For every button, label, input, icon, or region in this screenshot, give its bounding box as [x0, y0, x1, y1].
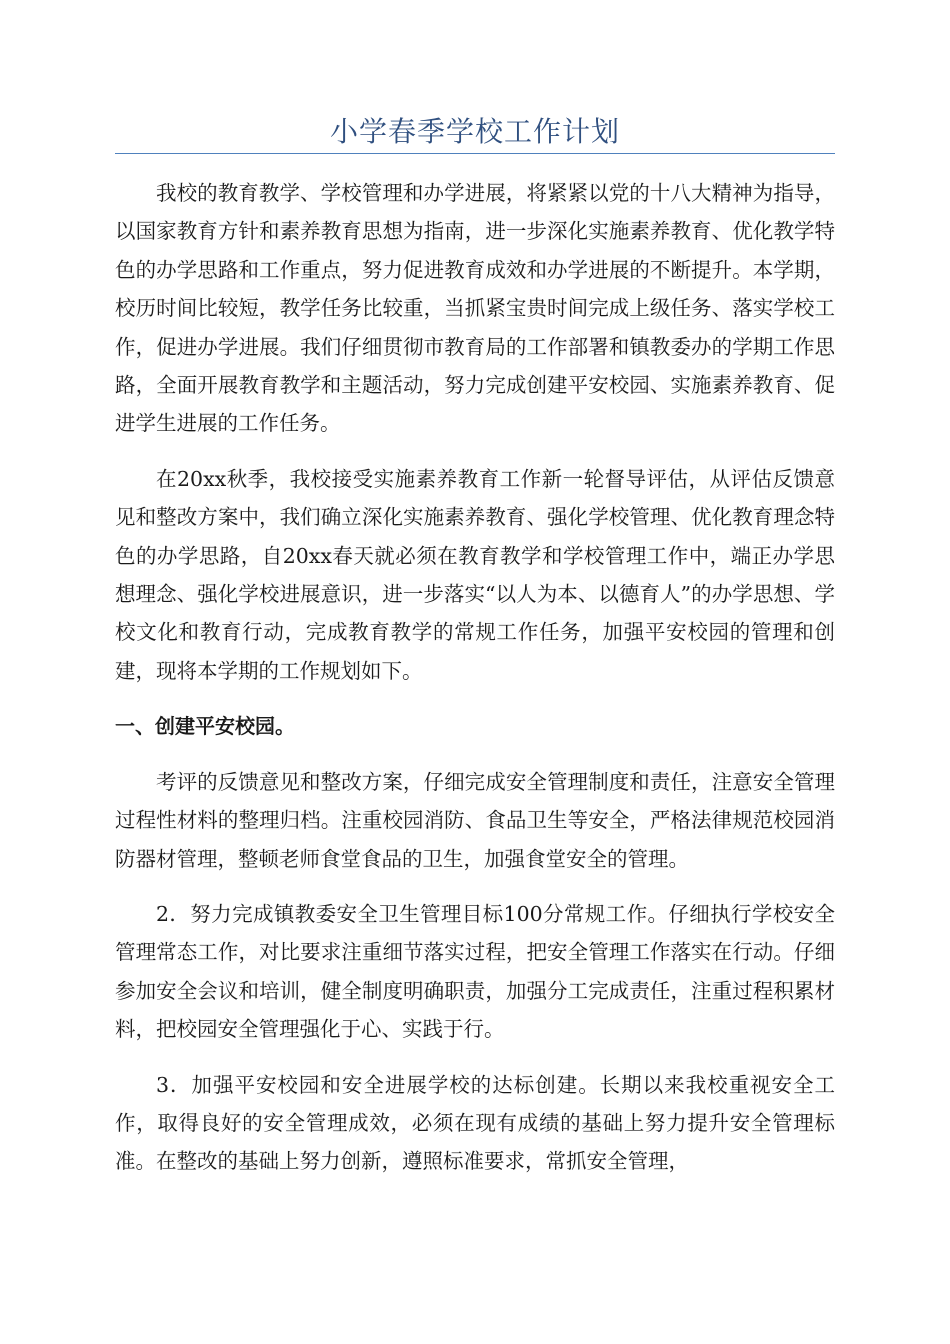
section-heading: 一、创建平安校园。	[115, 714, 295, 739]
section-paragraph-2: 2．努力完成镇教委安全卫生管理目标100分常规工作。仔细执行学校安全管理常态工作，对比要求注重细节落实过程，把安全管理工作落实在行动。仔细参加安全会议和培训，健全制度明确职责，加强分工完成责任，注重过程积累材料，把校园安全管理强化于心、实践于行。	[115, 901, 835, 1042]
document-title: 小学春季学校工作计划	[329, 115, 620, 148]
section-paragraph-1: 考评的反馈意见和整改方案，仔细完成安全管理制度和责任，注意安全管理过程性材料的整理归档。注重校园消防、食品卫生等安全，严格法律规范校园消防器材管理，整顿老师食堂食品的卫生，加强食堂安全的管理。	[115, 769, 835, 871]
title-underline	[115, 153, 835, 154]
intro-paragraph-1: 我校的教育教学、学校管理和办学进展，将紧紧以党的十八大精神为指导，以国家教育方针和素养教育思想为指南，进一步深化实施素养教育、优化教学特色的办学思路和工作重点，努力促进教育成效和办学进展的不断提升。本学期，校历时间比较短，教学任务比较重，当抓紧宝贵时间完成上级任务、落实学校工作，促进办学进展。我们仔细贯彻市教育局的工作部署和镇教委办的学期工作思路，全面开展教育教学和主题活动，努力完成创建平安校园、实施素养教育、促进学生进展的工作任务。	[115, 181, 835, 436]
section-paragraph-3: 3．加强平安校园和安全进展学校的达标创建。长期以来我校重视安全工作，取得良好的安全管理成效，必须在现有成绩的基础上努力提升安全管理标准。在整改的基础上努力创新，遵照标准要求，常抓安全管理，	[115, 1072, 835, 1174]
document-body	[115, 174, 835, 1198]
intro-paragraph-2: 在20xx秋季，我校接受实施素养教育工作新一轮督导评估，从评估反馈意见和整改方案中，我们确立深化实施素养教育、强化学校管理、优化教育理念特色的办学思路，自20xx春天就必须在教育教学和学校管理工作中，端正办学思想理念、强化学校进展意识，进一步落实“以人为本、以德育人”的办学思想、学校文化和教育行动，完成教育教学的常规工作任务，加强平安校园的管理和创建，现将本学期的工作规划如下。	[115, 466, 835, 683]
